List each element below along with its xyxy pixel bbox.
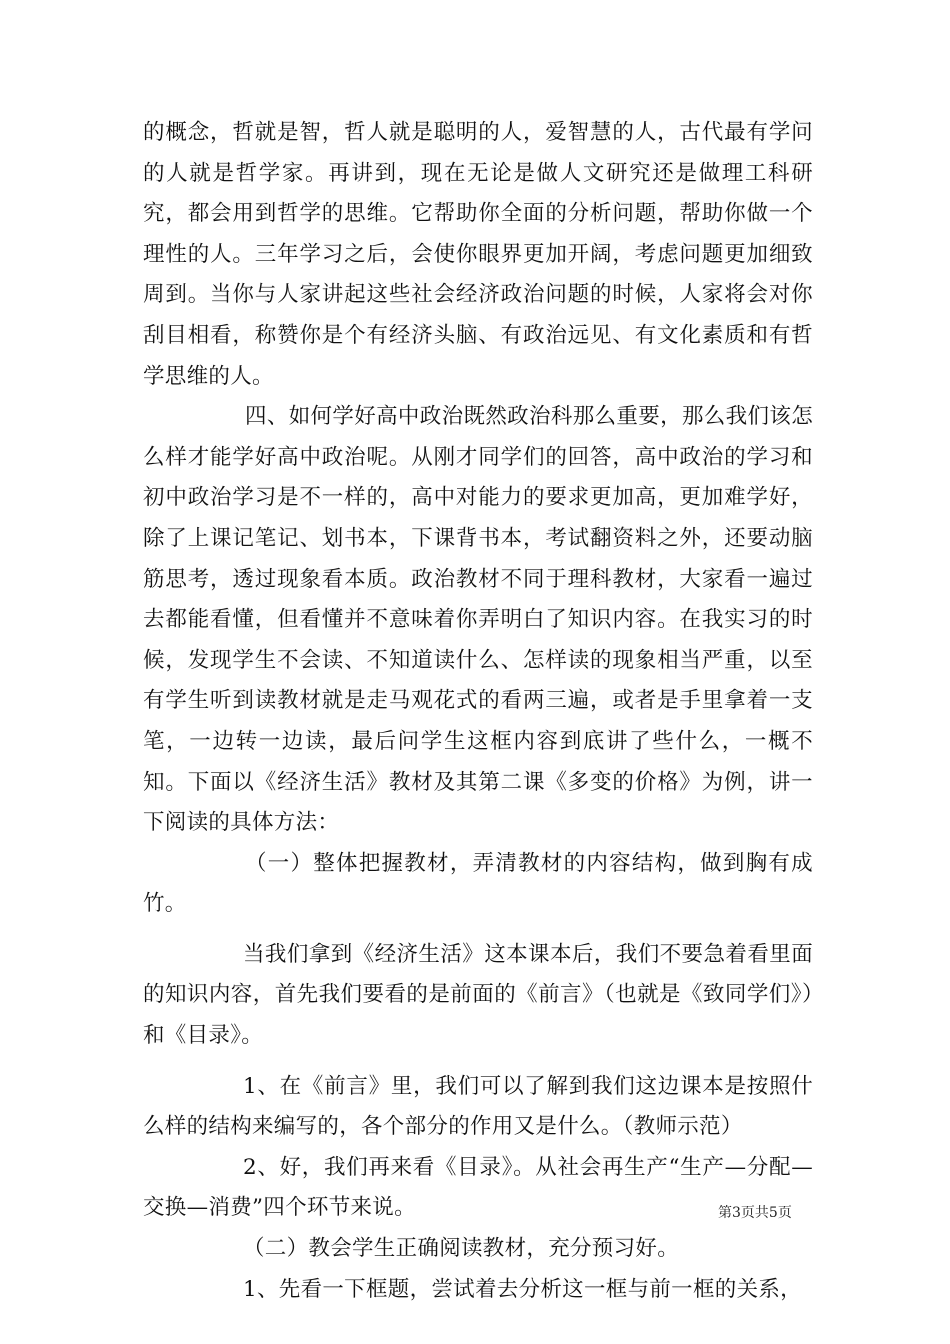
paragraph-2: 四、如何学好高中政治既然政治科那么重要，那么我们该怎么样才能学好高中政治呢。从刚才同学们的回答，高中政治的学习和初中政治学习是不一样的，高中对能力的要求更加高，更加难学好，除了上课记笔记、划书本，下课背书本，考试翻资料之外，还要动脑筋思考，透过现象看本质。政治教材不同于理科教材，大家看一遍过去都能看懂，但看懂并不意味着你弄明白了知识内容。在我实习的时候，发现学生不会读、不知道读什么、怎样读的现象相当严重，以至有学生听到读教材就是走马观花式的看两三遍，或者是手里拿着一支笔，一边转一边读，最后问学生这框内容到底讲了些什么，一概不知。下面以《经济生活》教材及其第二课《多变的价格》为例，讲一下阅读的具体方法： bbox=[143, 404, 813, 836]
paragraph-5: 1、在《前言》里，我们可以了解到我们这边课本是按照什么样的结构来编写的，各个部分的作用又是什么。（教师示范） bbox=[143, 1073, 813, 1140]
paragraph-3: （一）整体把握教材，弄清教材的内容结构，做到胸有成竹。 bbox=[143, 850, 813, 917]
page-number-footer: 第3页共5页 bbox=[718, 1205, 792, 1221]
paragraph-6: 2、好，我们再来看《目录》。从社会再生产“生产—分配—交换—消费”四个环节来说。 bbox=[143, 1154, 813, 1221]
paragraph-1: 的概念，哲就是智，哲人就是聪明的人，爱智慧的人，古代最有学问的人就是哲学家。再讲到，现在无论是做人文研究还是做理工科研究，都会用到哲学的思维。它帮助你全面的分析问题，帮助你做一个理性的人。三年学习之后，会使你眼界更加开阔，考虑问题更加细致周到。当你与人家讲起这些社会经济政治问题的时候，人家将会对你刮目相看，称赞你是个有经济头脑、有政治远见、有文化素质和有哲学思维的人。 bbox=[143, 120, 813, 389]
paragraph-4: 当我们拿到《经济生活》这本课本后，我们不要急着看里面的知识内容，首先我们要看的是前面的《前言》（也就是《致同学们》）和《目录》。 bbox=[143, 941, 813, 1049]
paragraph-7: （二）教会学生正确阅读教材，充分预习好。 bbox=[243, 1236, 680, 1262]
document-body bbox=[143, 113, 813, 1310]
paragraph-8: 1、先看一下框题，尝试着去分析这一框与前一框的关系， bbox=[243, 1276, 802, 1302]
